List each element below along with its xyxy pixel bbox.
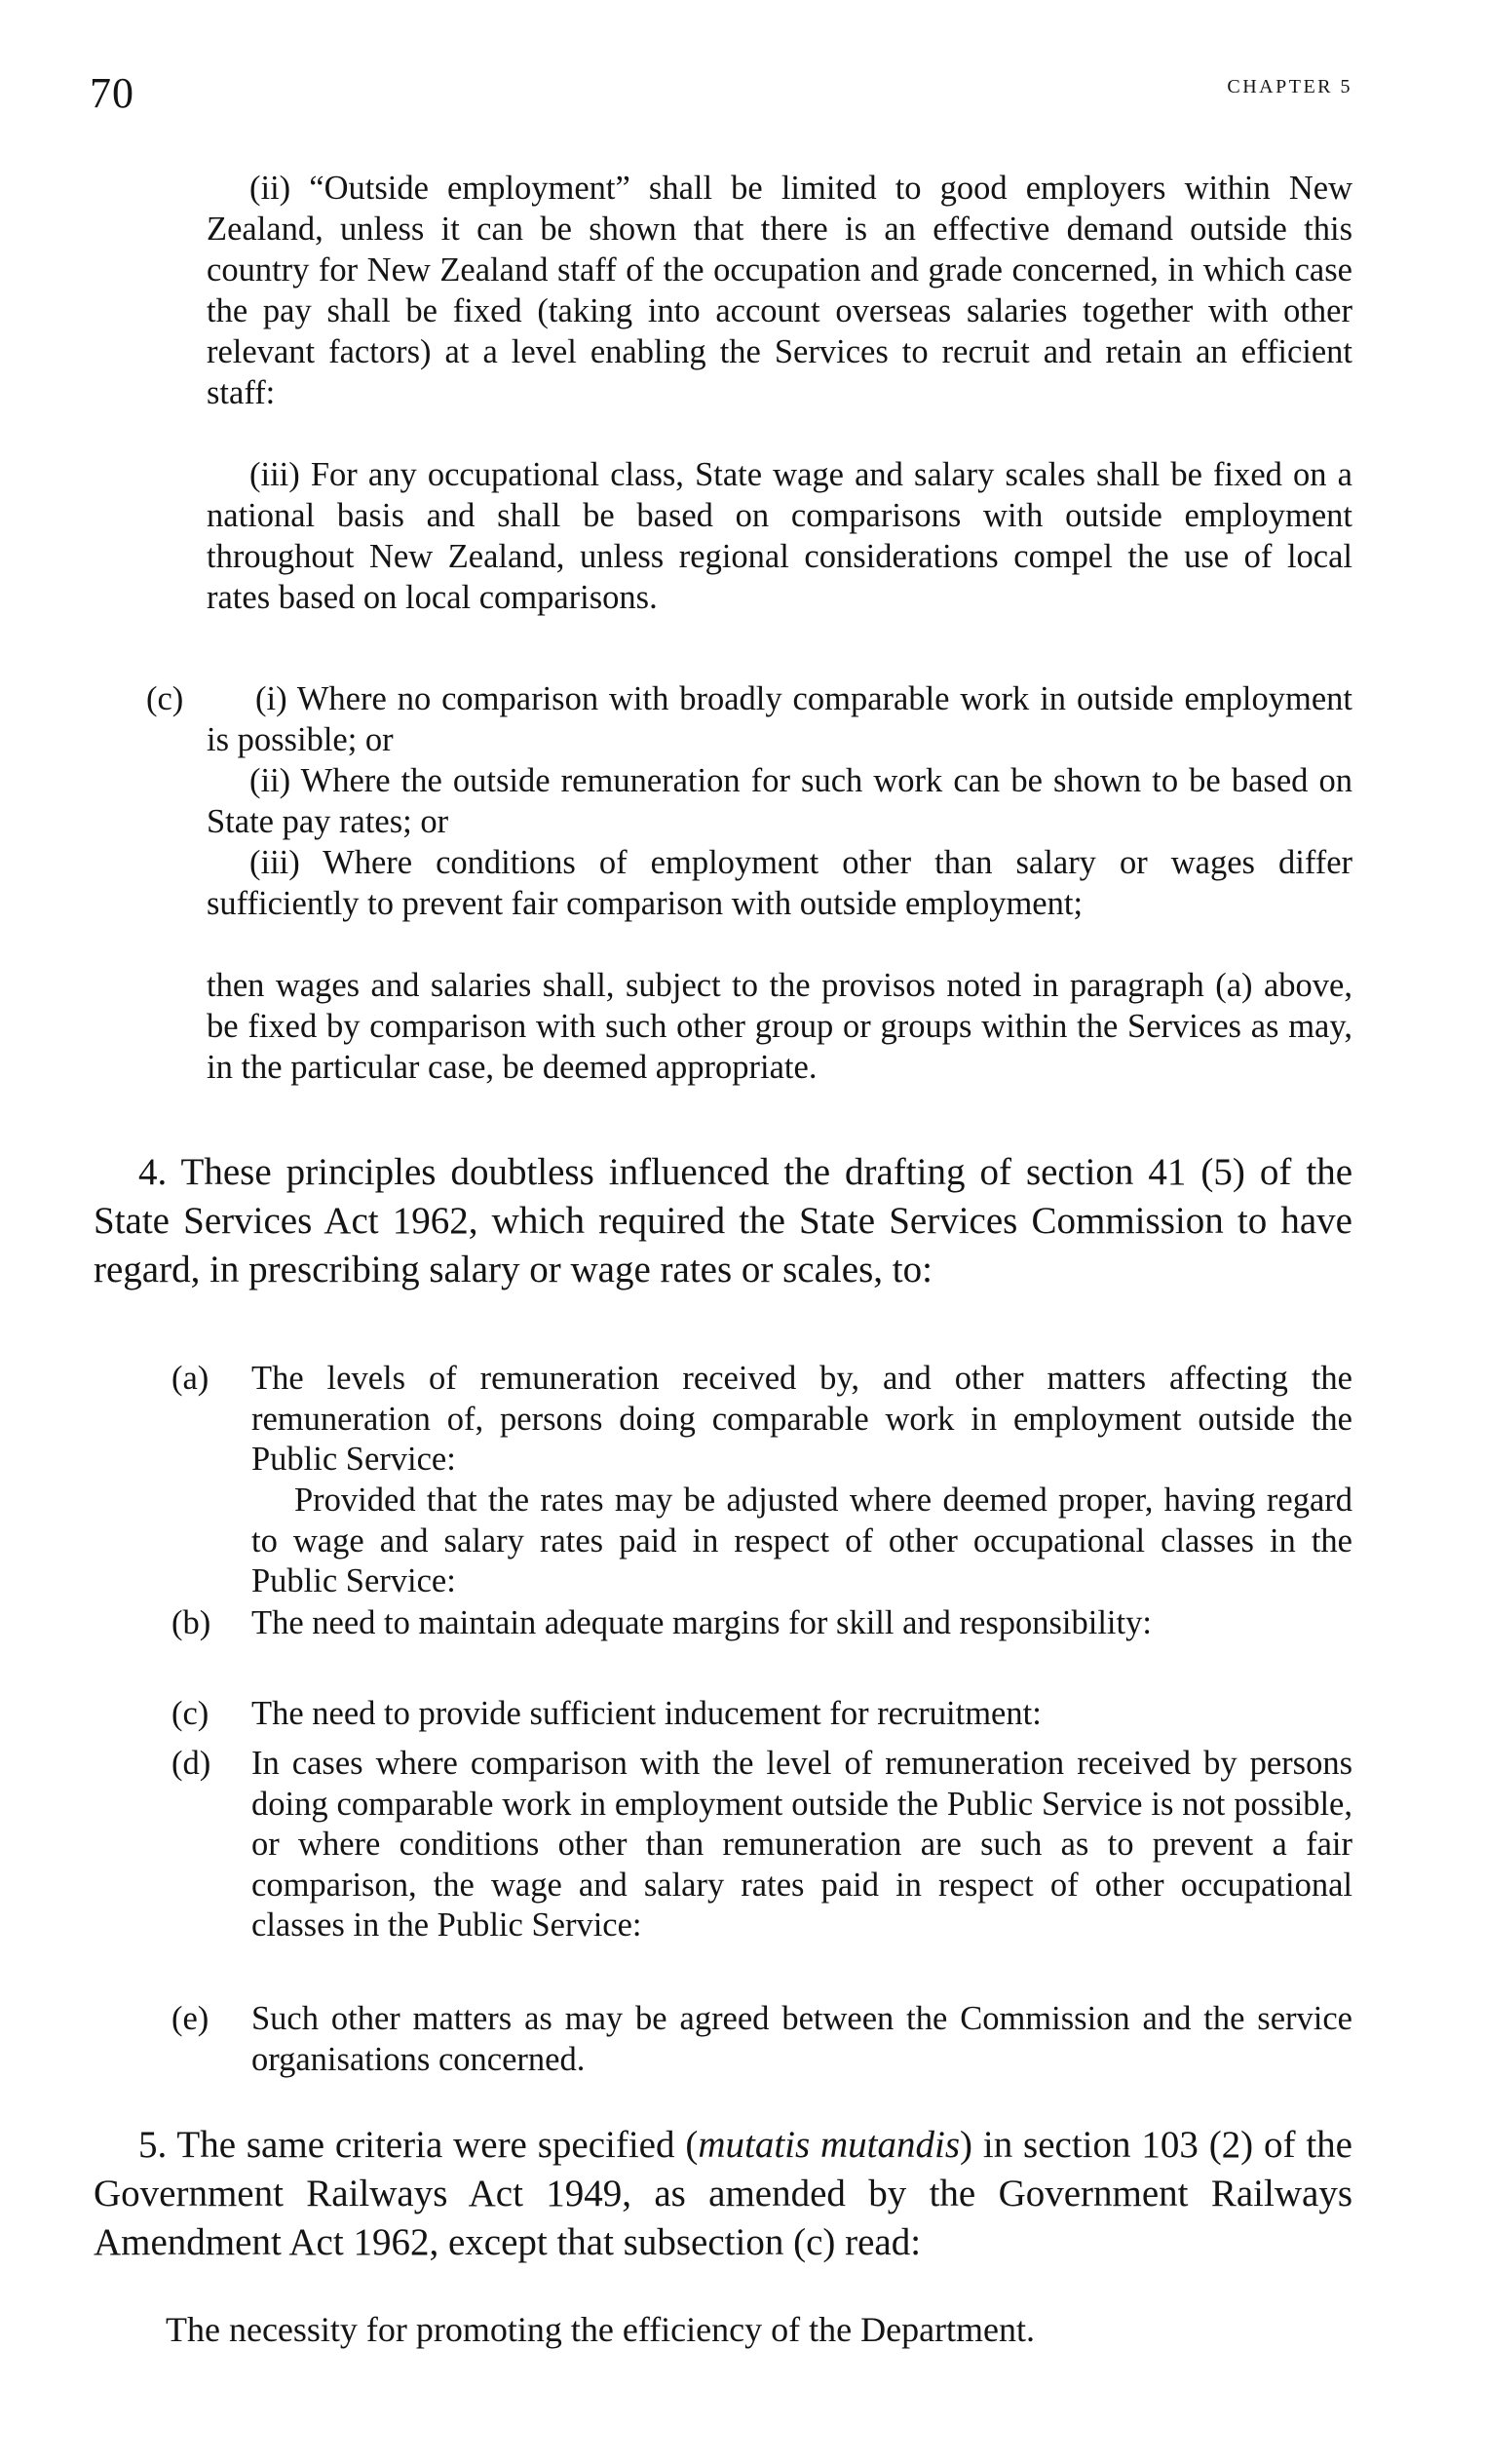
- paragraph-5-start: 5. The same criteria were specified (: [138, 2124, 699, 2166]
- italic-phrase: mutatis mutandis: [698, 2124, 961, 2166]
- clause-c-label: (c): [146, 680, 184, 717]
- list-item-text: In cases where comparison with the level of remuneration received by persons doing comparable work in employment outside the Public Service is not possible, or where conditions other than remuneration are such as to prevent a fair comparison, the wage and salary rates paid in respect of other occupational classes in the Public Service:: [251, 1745, 1352, 1944]
- clause-c-i: (i) Where no comparison with broadly comparable work in outside employment is possible; or: [207, 680, 1352, 758]
- paragraph-5: [94, 2121, 1352, 2267]
- list-item-label: (b): [171, 1604, 211, 1641]
- running-head: CHAPTER 5: [1227, 76, 1352, 97]
- list-item: [171, 1603, 1352, 1644]
- clause-c-ii: (ii) Where the outside remuneration for such work can be shown to be based on State pay rates; or: [207, 762, 1352, 840]
- subclause-iii: (iii) For any occupational class, State wage and salary scales shall be fixed on a national basis and shall be based on comparisons with outside employment throughout New Zealand, unless regional considerations compel the use of local rates based on local comparisons.: [207, 456, 1352, 616]
- clause-c-iii: (iii) Where conditions of employment other than salary or wages differ sufficiently to prevent fair comparison with outside employment;: [207, 844, 1352, 922]
- list-item-label: (c): [171, 1695, 209, 1732]
- list-item: [171, 1744, 1352, 1946]
- list-item-text: Such other matters as may be agreed between the Commission and the service organisations concerned.: [251, 2000, 1352, 2078]
- list-item: [171, 1999, 1352, 2080]
- list-item-label: (d): [171, 1745, 211, 1782]
- clause-c-then: then wages and salaries shall, subject to the provisos noted in paragraph (a) above, be fixed by comparison with such other group or groups within the Services as may, in the particular case, be deemed appropriate.: [207, 967, 1352, 1086]
- proviso-a: Provided that the rates may be adjusted where deemed proper, having regard to wage and salary rates paid in respect of other occupational classes in the Public Service:: [251, 1482, 1352, 1599]
- list-item: [171, 1694, 1352, 1735]
- list-item-text: The need to maintain adequate margins for skill and responsibility:: [251, 1604, 1152, 1641]
- list-item-text: The need to provide sufficient inducement for recruitment:: [251, 1695, 1042, 1732]
- subclause-ii: (ii) “Outside employment” shall be limited to good employers within New Zealand, unless it can be shown that there is an effective demand outside this country for New Zealand staff of the occupation and grade concerned, in which case the pay shall be fixed (taking into account overseas salaries together with other relevant factors) at a level enabling the Services to recruit and retain an efficient staff:: [207, 170, 1352, 411]
- list-item-label: (a): [171, 1360, 209, 1397]
- list-item-label: (e): [171, 2000, 209, 2037]
- paragraph-4: 4. These principles doubtless influenced the drafting of section 41 (5) of the State Services Act 1962, which required the State Services Commission to have regard, in prescribing salary or wage rates or scales, to:: [94, 1151, 1352, 1290]
- list-item-text: The levels of remuneration received by, and other matters affecting the remuneration of, persons doing comparable work in employment outside the Public Service:: [251, 1360, 1352, 1478]
- quoted-subsection-c: The necessity for promoting the efficiency of the Department.: [166, 2310, 1036, 2349]
- page-number: 70: [90, 69, 134, 117]
- list-item: [171, 1359, 1352, 1481]
- paragraph-5-end: ) in section 103 (2) of the Government Railways Act 1949, as amended by the Government Railways Amendment Act 1962, except that subsection (c) read:: [94, 2124, 1352, 2263]
